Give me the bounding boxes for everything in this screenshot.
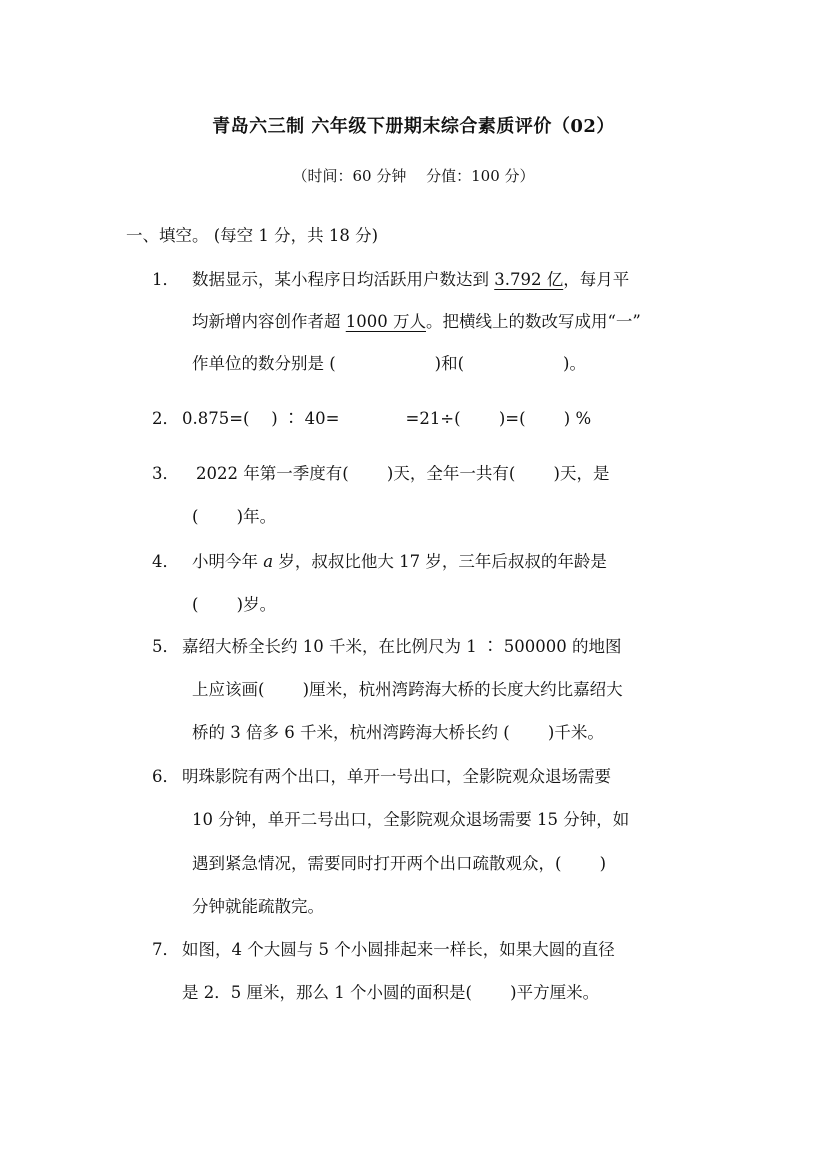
question-text: 桥的 3 倍多 6 千米，杭州湾跨海大桥长约 ( )千米。 [192, 723, 604, 742]
question-number: 5． [152, 637, 179, 656]
question-text: 分钟就能疏散完。 [192, 897, 324, 916]
question-text: 上应该画( )厘米，杭州湾跨海大桥的长度大约比嘉绍大 [192, 680, 623, 699]
underlined-number: 1000 万人 [345, 312, 426, 331]
question-text: 10 分钟，单开二号出口，全影院观众退场需要 15 分钟，如 [192, 810, 630, 829]
page-title: 青岛六三制 六年级下册期末综合素质评价（02） [212, 116, 615, 137]
underlined-number: 3.792 亿 [494, 270, 564, 289]
question-number: 3． [152, 464, 179, 483]
exam-info: （时间：60 分钟 分值：100 分） [292, 167, 535, 185]
question-text: 遇到紧急情况，需要同时打开两个出口疏散观众，( ) [192, 854, 607, 873]
question-text: 小明今年 a 岁，叔叔比他大 17 岁，三年后叔叔的年龄是 [192, 552, 607, 571]
question-text: 0.875=( ) ∶ 40= =21÷( )=( ) % [182, 409, 592, 428]
question-number: 7． [152, 940, 179, 959]
question-text: 是 2．5 厘米，那么 1 个小圆的面积是( )平方厘米。 [182, 983, 600, 1002]
question-text: 嘉绍大桥全长约 10 千米，在比例尺为 1 ∶ 500000 的地图 [182, 637, 622, 656]
question-number: 1． [152, 270, 179, 289]
question-text: 作单位的数分别是 ( )和( )。 [192, 354, 586, 373]
question-text: 数据显示，某小程序日均活跃用户数达到 3.792 亿，每月平 [192, 270, 630, 289]
question-text: 明珠影院有两个出口，单开一号出口，全影院观众退场需要 [182, 767, 611, 786]
question-text: 如图，4 个大圆与 5 个小圆排起来一样长，如果大圆的直径 [182, 940, 615, 959]
question-number: 2． [152, 409, 179, 428]
question-text: ( )年。 [192, 507, 277, 526]
question-text: 2022 年第一季度有( )天，全年一共有( )天，是 [196, 464, 610, 483]
question-text: ( )岁。 [192, 595, 277, 614]
question-number: 6． [152, 767, 179, 786]
question-text: 均新增内容创作者超 1000 万人。把横线上的数改写成用“一” [192, 312, 641, 331]
section-heading: 一、填空。 (每空 1 分，共 18 分) [126, 226, 379, 245]
question-number: 4． [152, 552, 179, 571]
variable: a [263, 552, 274, 571]
